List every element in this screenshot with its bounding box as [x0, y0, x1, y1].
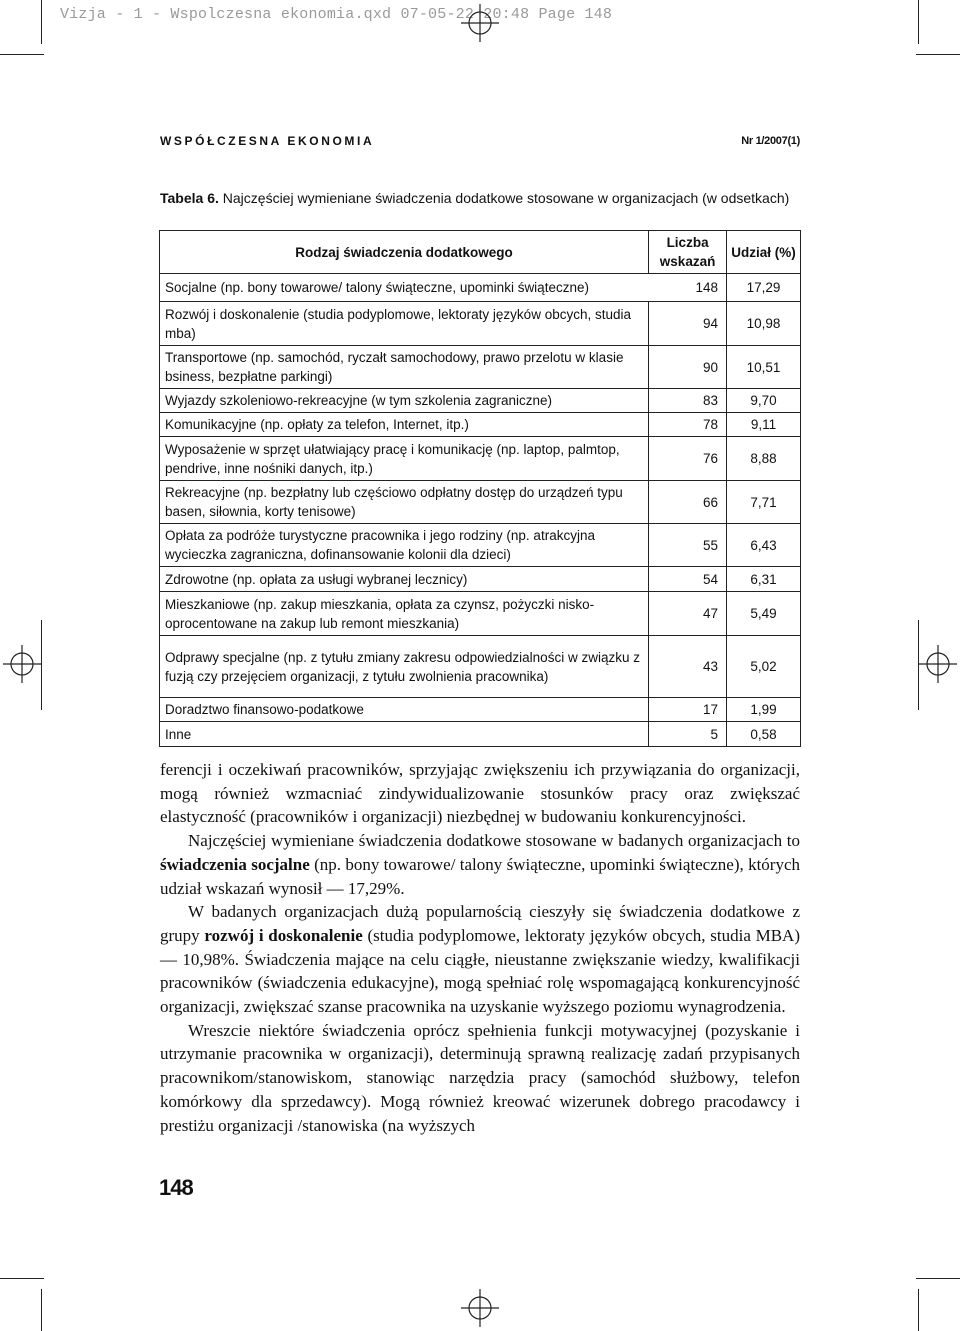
benefit-count: 54: [649, 567, 727, 592]
slug-line: Vizja - 1 - Wspolczesna ekonomia.qxd 07-05-22 20:48 Page 148: [60, 6, 613, 23]
paragraph: ferencji i oczekiwań pracowników, sprzyjając zwiększeniu ich przywiązania do organizacji, mogą również wzmacniać zindywidualizowanie stosunków pracy oraz zwiększać elastyczność (pracowników i organizacji) niezbędnej w budowaniu konkurencyjności.: [160, 760, 800, 827]
benefit-share: 1,99: [727, 698, 801, 722]
benefit-count: 78: [649, 413, 727, 437]
table-row: [160, 274, 801, 302]
benefit-count: 17: [649, 698, 727, 722]
crop-mark: [918, 1289, 919, 1331]
paragraph: Wreszcie niektóre świadczenia oprócz spełnienia funkcji motywacyjnej (pozyskanie i utrzymanie pracownika w organizacji), determinują sprawną realizację zadań przypisanych pracownikom/stanowiskom, stanowiąc narzędzia pracy (samochód służbowy, telefon komórkowy dla sprzedawcy). Mogą również kreować wizerunek dobrego pracodawcy i prestiżu organizacji /stanowiska (na wyższych: [160, 1020, 800, 1135]
benefit-count: 47: [649, 592, 727, 636]
registration-mark-icon: [919, 645, 957, 683]
benefit-share: 6,31: [727, 567, 801, 592]
table-row: [160, 481, 801, 524]
registration-mark-icon: [461, 4, 499, 42]
benefit-label: Opłata za podróże turystyczne pracownika i jego rodziny (np. atrakcyjna wycieczka zagraniczna, dofinansowanie kolonii dla dzieci): [160, 524, 649, 567]
registration-mark-icon: [461, 1289, 499, 1327]
benefit-share: 7,71: [727, 481, 801, 524]
benefit-label: Rekreacyjne (np. bezpłatny lub częściowo odpłatny dostęp do urządzeń typu basen, siłownia, korty tenisowe): [160, 481, 649, 524]
benefit-count: 90: [649, 346, 727, 389]
benefit-label: Inne: [160, 722, 649, 747]
benefit-label: Transportowe (np. samochód, ryczałt samochodowy, prawo przelotu w klasie bsiness, bezpłatne parkingi): [160, 346, 649, 389]
table-row: [160, 524, 801, 567]
table-row: [160, 636, 801, 698]
body-text: [160, 758, 800, 1137]
crop-mark: [41, 0, 42, 44]
crop-mark: [0, 1278, 44, 1279]
table-cell: [160, 274, 727, 302]
benefit-share: 5,49: [727, 592, 801, 636]
benefit-share: 6,43: [727, 524, 801, 567]
benefit-label: Socjalne (np. bony towarowe/ talony świąteczne, upominki świąteczne): [165, 280, 589, 295]
table-row: [160, 389, 801, 413]
crop-mark: [41, 1289, 42, 1331]
crop-mark: [916, 1278, 960, 1279]
benefit-label: Wyjazdy szkoleniowo-rekreacyjne (w tym szkolenia zagraniczne): [160, 389, 649, 413]
table-row: [160, 346, 801, 389]
crop-mark: [41, 620, 42, 710]
table-row: [160, 592, 801, 636]
crop-mark: [918, 620, 919, 710]
benefit-share: 8,88: [727, 437, 801, 481]
table-row: [160, 302, 801, 346]
column-header: Udział (%): [727, 231, 801, 274]
page-number: 148: [159, 1175, 193, 1200]
benefit-share: 10,51: [727, 346, 801, 389]
benefits-table: [159, 230, 801, 747]
benefit-count: 148: [695, 280, 719, 295]
benefit-label: Rozwój i doskonalenie (studia podyplomowe, lektoraty języków obcych, studia mba): [160, 302, 649, 346]
column-header: Rodzaj świadczenia dodatkowego: [160, 231, 649, 274]
benefit-count: 55: [649, 524, 727, 567]
benefit-count: 43: [649, 636, 727, 698]
benefit-share: 10,98: [727, 302, 801, 346]
registration-mark-icon: [3, 645, 41, 683]
table-row: [160, 413, 801, 437]
table-row: [160, 567, 801, 592]
benefit-share: 9,11: [727, 413, 801, 437]
running-head: [160, 134, 800, 154]
table-caption-label: Tabela 6.: [160, 190, 219, 206]
benefit-share: 17,29: [727, 274, 801, 302]
benefit-count: 83: [649, 389, 727, 413]
benefit-label: Wyposażenie w sprzęt ułatwiający pracę i komunikację (np. laptop, palmtop, pendrive, inne nośniki danych, itp.): [160, 437, 649, 481]
paragraph: W badanych organizacjach dużą popularnością cieszyły się świadczenia dodatkowe z grupy rozwój i doskonalenie (studia podyplomowe, lektoraty języków obcych, studia MBA) — 10,98%. Świadczenia mające na celu ciągłe, nieustanne zwiększanie wiedzy, kwalifikacji pracowników (świadczenia edukacyjne), mogą spełniać rolę wspomagającą konkurencyjność organizacji, zwiększać szanse pracownika na uzyskanie wyższego poziomu wynagrodzenia.: [160, 902, 800, 1017]
table-caption: [160, 188, 800, 208]
benefit-count: 76: [649, 437, 727, 481]
table-caption-text: Najczęściej wymieniane świadczenia dodatkowe stosowane w organizacjach (w odsetkach): [222, 190, 790, 206]
journal-title: WSPÓŁCZESNA EKONOMIA: [160, 134, 375, 148]
crop-mark: [916, 54, 960, 55]
crop-mark: [0, 54, 44, 55]
table-row: [160, 437, 801, 481]
benefit-share: 0,58: [727, 722, 801, 747]
column-header: Liczba wskazań: [649, 231, 727, 274]
table-row: [160, 722, 801, 747]
benefit-share: 5,02: [727, 636, 801, 698]
benefit-label: Zdrowotne (np. opłata za usługi wybranej lecznicy): [160, 567, 649, 592]
benefit-count: 94: [649, 302, 727, 346]
issue-number: Nr 1/2007(1): [741, 135, 800, 147]
benefit-label: Doradztwo finansowo-podatkowe: [160, 698, 649, 722]
benefit-label: Komunikacyjne (np. opłaty za telefon, Internet, itp.): [160, 413, 649, 437]
table-row: [160, 698, 801, 722]
crop-mark: [918, 0, 919, 44]
benefit-label: Odprawy specjalne (np. z tytułu zmiany zakresu odpowiedzialności w związku z fuzją czy przejęciem organizacji, z tytułu zwolnienia pracownika): [160, 636, 649, 698]
paragraph: Najczęściej wymieniane świadczenia dodatkowe stosowane w badanych organizacjach to świadczenia socjalne (np. bony towarowe/ talony świąteczne, upominki świąteczne), których udział wskazań wynosił — 17,29%.: [160, 831, 800, 898]
table-header-row: [160, 231, 801, 274]
benefit-count: 5: [649, 722, 727, 747]
benefit-share: 9,70: [727, 389, 801, 413]
benefit-count: 66: [649, 481, 727, 524]
benefit-label: Mieszkaniowe (np. zakup mieszkania, opłata za czynsz, pożyczki nisko-oprocentowane na zakup lub remont mieszkania): [160, 592, 649, 636]
